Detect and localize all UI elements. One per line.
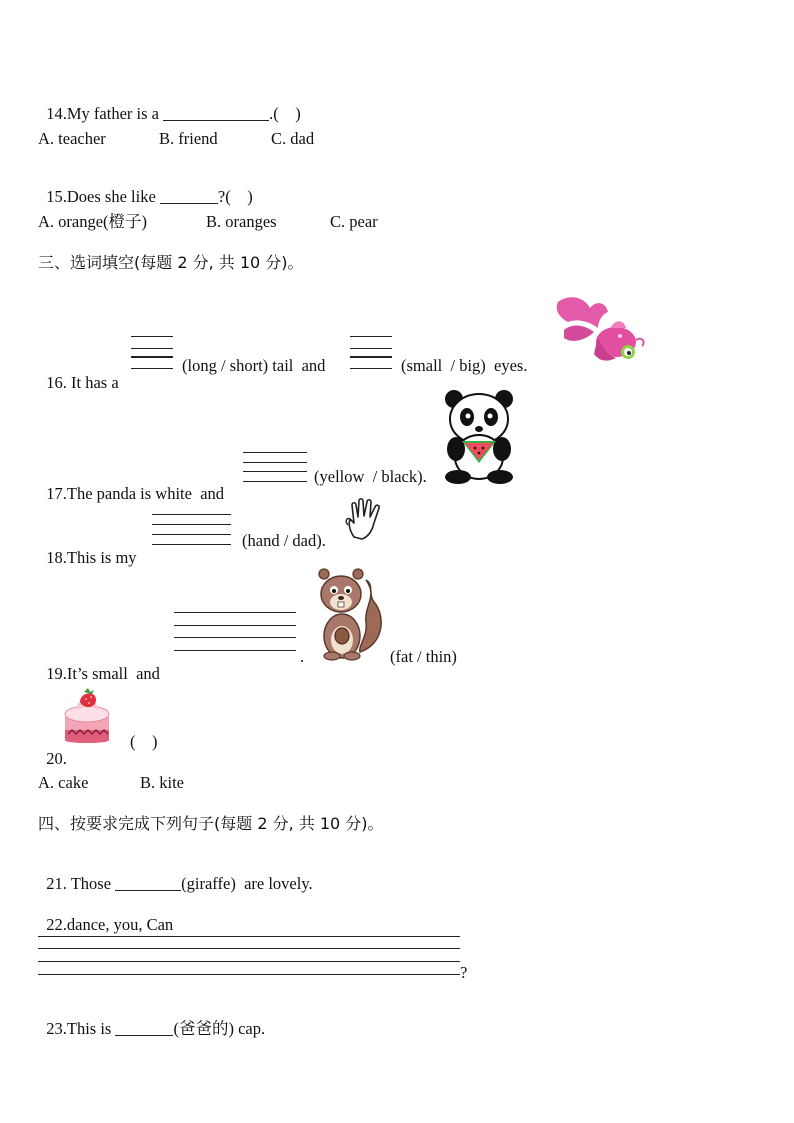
question-number: 20. <box>46 748 67 768</box>
question-text: The panda is white and <box>66 483 225 503</box>
answer-line[interactable] <box>131 356 173 358</box>
question-20 <box>38 734 67 767</box>
question-21 <box>38 859 313 892</box>
question-18 <box>38 533 137 566</box>
question-number: 17. <box>46 483 67 503</box>
answer-line[interactable] <box>38 961 460 962</box>
answer-blank[interactable] <box>163 120 269 121</box>
answer-line[interactable] <box>131 368 173 369</box>
answer-line[interactable] <box>350 356 392 358</box>
answer-line[interactable] <box>131 336 173 337</box>
answer-line[interactable] <box>174 637 296 638</box>
answer-line[interactable] <box>38 936 460 937</box>
panda-icon <box>442 389 516 485</box>
question-text: It’s small and <box>66 663 160 683</box>
question-text: This is <box>66 1018 112 1038</box>
question-number: 18. <box>46 547 67 567</box>
goldfish-icon <box>550 292 648 370</box>
answer-line[interactable] <box>38 974 460 975</box>
option-c[interactable]: C. dad <box>271 129 315 148</box>
question-text: This is my <box>66 547 137 567</box>
word-choices: (long / short) tail and <box>182 356 326 375</box>
question-text: Does she like <box>66 186 156 206</box>
answer-line[interactable] <box>243 481 307 482</box>
question-16-label <box>38 358 119 391</box>
section-heading: 三、选词填空(每题 2 分, 共 10 分)。 <box>38 253 304 272</box>
answer-paren: .( ) <box>269 103 301 123</box>
question-text: dance, you, Can <box>66 914 174 934</box>
answer-line[interactable] <box>350 368 392 369</box>
answer-blank[interactable] <box>160 203 218 204</box>
question-number: 14. <box>46 103 67 123</box>
question-text: Those <box>70 873 112 893</box>
answer-line[interactable] <box>174 625 296 626</box>
question-22 <box>38 900 173 933</box>
answer-line[interactable] <box>243 452 307 453</box>
question-number: 16. <box>46 372 67 392</box>
option-c[interactable]: C. pear <box>330 212 378 231</box>
question-number: 19. <box>46 663 67 683</box>
question-15 <box>38 172 253 205</box>
question-number: 22. <box>46 914 67 934</box>
answer-blank[interactable] <box>115 1035 173 1036</box>
word-hint: (giraffe) are lovely. <box>181 873 313 893</box>
question-number: 21. <box>46 873 67 893</box>
word-choices: (yellow / black). <box>314 467 427 486</box>
question-text: My father is a <box>66 103 159 123</box>
answer-line[interactable] <box>152 534 231 535</box>
word-choices: (fat / thin) <box>390 647 457 666</box>
question-text: It has a <box>71 372 119 392</box>
cake-icon <box>62 686 112 748</box>
option-b[interactable]: B. kite <box>140 773 184 792</box>
answer-line[interactable] <box>350 336 392 337</box>
squirrel-icon <box>314 566 386 662</box>
option-b[interactable]: B. friend <box>159 129 218 148</box>
word-choices: (small / big) eyes. <box>401 356 528 375</box>
option-b[interactable]: B. oranges <box>206 212 277 231</box>
answer-line[interactable] <box>152 524 231 525</box>
question-number: 23. <box>46 1018 67 1038</box>
question-17 <box>38 469 224 502</box>
answer-paren: ?( ) <box>217 186 253 206</box>
sentence-period: . <box>300 647 305 666</box>
question-number: 15. <box>46 186 67 206</box>
answer-paren: ( ) <box>130 732 158 751</box>
answer-line[interactable] <box>243 462 307 463</box>
hand-icon <box>344 497 388 543</box>
answer-line[interactable] <box>350 348 392 349</box>
question-14 <box>38 89 301 122</box>
section-heading: 四、按要求完成下列句子(每题 2 分, 共 10 分)。 <box>38 814 384 833</box>
word-choices: (hand / dad). <box>242 531 326 550</box>
answer-blank[interactable] <box>115 890 181 891</box>
answer-line[interactable] <box>243 471 307 472</box>
answer-line[interactable] <box>174 650 296 651</box>
question-mark: ? <box>460 963 468 982</box>
option-a[interactable]: A. teacher <box>38 129 106 148</box>
answer-line[interactable] <box>152 544 231 545</box>
question-19 <box>38 649 160 682</box>
word-hint: (爸爸的) cap. <box>173 1018 266 1038</box>
answer-line[interactable] <box>131 348 173 349</box>
answer-line[interactable] <box>152 514 231 515</box>
question-23 <box>38 1004 265 1037</box>
option-a[interactable]: A. cake <box>38 773 89 792</box>
option-a[interactable]: A. orange(橙子) <box>38 212 148 231</box>
answer-line[interactable] <box>38 948 460 949</box>
answer-line[interactable] <box>174 612 296 613</box>
